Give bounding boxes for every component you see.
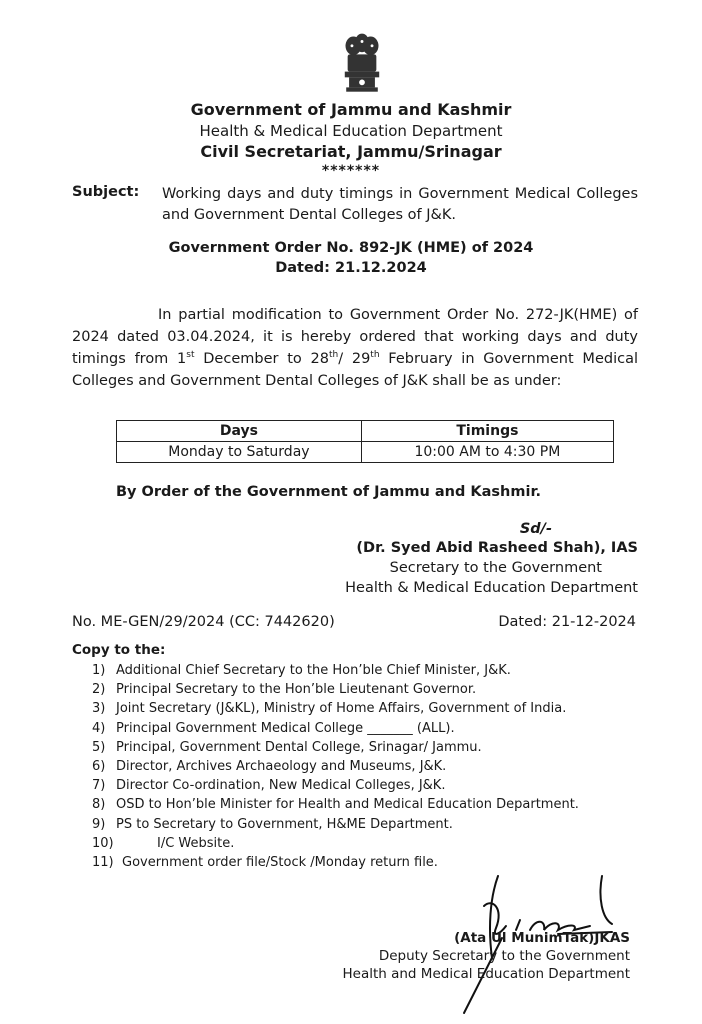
- copy-to-list: [92, 661, 579, 872]
- list-item-text: Principal Secretary to the Hon’ble Lieutenant Governor.: [116, 682, 477, 698]
- order-number: Government Order No. 892-JK (HME) of 2024: [168, 240, 534, 256]
- department-name: Health & Medical Education Department: [199, 122, 503, 140]
- header-days: Days: [117, 421, 362, 442]
- list-item-text: Principal, Government Dental College, Srinagar/ Jammu.: [116, 739, 482, 755]
- reference-number: No. ME-GEN/29/2024 (CC: 7442620): [72, 614, 335, 630]
- cell-days: Monday to Saturday: [117, 442, 362, 463]
- sd-mark: Sd/-: [519, 521, 552, 537]
- list-item-text: Joint Secretary (J&KL), Ministry of Home Affairs, Government of India.: [116, 701, 567, 717]
- deputy-department: Health and Medical Education Department: [342, 966, 630, 982]
- copy-to-label: Copy to the:: [72, 642, 166, 658]
- by-order-line: By Order of the Government of Jammu and Kashmir.: [116, 484, 542, 500]
- list-item-number: 6): [92, 759, 106, 775]
- list-item: [92, 795, 579, 814]
- list-item: [92, 757, 579, 776]
- list-item: [92, 719, 579, 738]
- list-item-text: Principal Government Medical College _______ (ALL).: [116, 720, 455, 736]
- list-item-number: 1): [92, 663, 106, 678]
- list-item: [92, 738, 579, 757]
- order-body: In partial modification to Government Order No. 272-JK(HME) of 2024 dated 03.04.2024, it is hereby ordered that working days and duty timings from 1st December to 28th/ 29th February in Government Medical Colleges and Government Dental Colleges of J&K shall be as under:: [72, 307, 638, 389]
- cell-timings: 10:00 AM to 4:30 PM: [361, 442, 613, 463]
- signatory-department: Health & Medical Education Department: [345, 580, 638, 596]
- list-item-text: Government order file/Stock /Monday return file.: [122, 855, 438, 871]
- state-emblem-icon: [336, 30, 388, 96]
- separator-stars: *******: [321, 163, 381, 179]
- list-item: [92, 815, 579, 834]
- table-row: [117, 442, 614, 463]
- deputy-designation: Deputy Secretary to the Government: [378, 948, 630, 964]
- list-item-number: 8): [92, 797, 106, 813]
- header-timings: Timings: [361, 421, 613, 442]
- list-item: [92, 776, 579, 795]
- list-item-text: Director, Archives Archaeology and Museums, J&K.: [116, 759, 447, 775]
- list-item-text: OSD to Hon’ble Minister for Health and Medical Education Department.: [116, 797, 579, 813]
- deputy-name: (Ata Ul MunimTak)JKAS: [454, 930, 630, 946]
- reference-date: Dated: 21-12-2024: [498, 614, 636, 630]
- list-item-number: 7): [92, 778, 106, 794]
- list-item-text: PS to Secretary to Government, H&ME Department.: [116, 816, 453, 832]
- list-item-number: 4): [92, 720, 106, 736]
- list-item: [92, 834, 579, 853]
- timings-table: [116, 420, 614, 463]
- table-header-row: [117, 421, 614, 442]
- govt-name: Government of Jammu and Kashmir: [190, 100, 512, 119]
- list-item-number: 5): [92, 739, 106, 755]
- list-item-number: 11): [92, 855, 114, 871]
- list-item: [92, 680, 579, 699]
- list-item-text: Additional Chief Secretary to the Hon’ble Chief Minister, J&K.: [116, 663, 511, 678]
- order-date: Dated: 21.12.2024: [275, 260, 427, 276]
- list-item: [92, 699, 579, 718]
- subject-text: Working days and duty timings in Government Medical Colleges and Government Dental Colleges of J&K.: [162, 186, 638, 223]
- subject-label: Subject:: [72, 184, 140, 200]
- list-item: [92, 661, 579, 680]
- list-item-text: Director Co-ordination, New Medical Colleges, J&K.: [116, 778, 446, 794]
- signatory-designation: Secretary to the Government: [389, 560, 602, 576]
- list-item-number: 10): [92, 835, 114, 851]
- list-item-number: 2): [92, 682, 106, 698]
- signatory-name: (Dr. Syed Abid Rasheed Shah), IAS: [356, 540, 638, 556]
- secretariat-name: Civil Secretariat, Jammu/Srinagar: [200, 142, 502, 161]
- list-item-number: 9): [92, 816, 106, 832]
- list-item-number: 3): [92, 701, 106, 717]
- list-item-text: I/C Website.: [157, 835, 235, 851]
